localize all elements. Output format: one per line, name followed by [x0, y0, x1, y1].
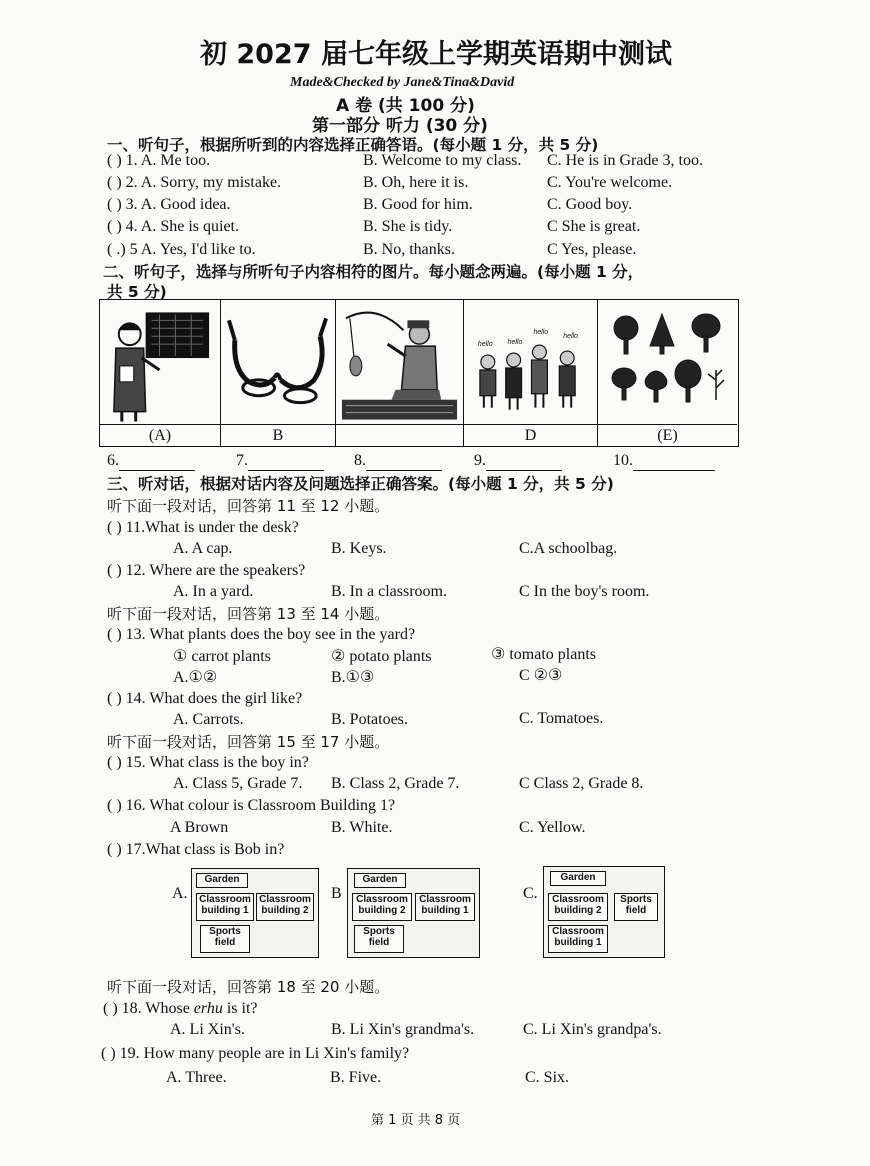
q12-stem: ( ) 12. Where are the speakers? [107, 562, 306, 579]
q13-option-b: B.①③ [331, 669, 375, 686]
dialog-group-2: 听下面一段对话，回答第 13 至 14 小题。 [107, 605, 390, 623]
picture-table [99, 299, 739, 447]
picture-label-e: (E) [598, 424, 737, 446]
q17-map-b-letter: B [331, 885, 342, 902]
q17-map-c[interactable] [543, 866, 665, 958]
teacher-at-blackboard-icon [100, 300, 220, 424]
picture-b [221, 300, 336, 424]
q19-stem: ( ) 19. How many people are in Li Xin's family? [101, 1045, 410, 1062]
q4-option-c: C She is great. [547, 218, 641, 235]
q13-option-c: C ②③ [519, 667, 563, 684]
paper-a-heading: A 卷 (共 100 分) [336, 96, 475, 116]
q15-option-c: C Class 2, Grade 8. [519, 775, 644, 792]
picture-d [464, 300, 598, 424]
map-sports-field: Sports field [614, 893, 658, 921]
exam-title: 初 2027 届七年级上学期英语期中测试 [200, 39, 672, 70]
q17-map-b[interactable] [347, 868, 480, 958]
q5-stem: ( .) 5 A. Yes, I'd like to. [107, 241, 256, 258]
bubble-text: hello [507, 339, 523, 347]
picture-label-b: B [221, 424, 336, 446]
section2-heading-line1: 二、听句子，选择与所听句子内容相符的图片。每小题念两遍。(每小题 1 分， [103, 263, 644, 281]
q11-option-a: A. A cap. [173, 540, 233, 557]
q19-option-c: C. Six. [525, 1069, 570, 1086]
q11-option-c: C.A schoolbag. [519, 540, 618, 557]
bubble-text: hello [563, 333, 578, 341]
q2-stem: ( ) 2. A. Sorry, my mistake. [107, 174, 282, 191]
q1-stem: ( ) 1. A. Me too. [107, 152, 211, 169]
q15-option-a: A. Class 5, Grade 7. [173, 775, 303, 792]
q12-option-c: C In the boy's room. [519, 583, 650, 600]
picture-e [598, 300, 737, 424]
fishing-man-icon [336, 300, 463, 424]
map-sports-field: Sports field [200, 925, 250, 953]
q12-option-a: A. In a yard. [173, 583, 254, 600]
map-sports-field: Sports field [354, 925, 404, 953]
q4-option-b: B. She is tidy. [363, 218, 453, 235]
q5-option-c: C Yes, please. [547, 241, 637, 258]
q4-stem: ( ) 4. A. She is quiet. [107, 218, 239, 235]
map-classroom-building: Classroom building 1 [196, 893, 254, 921]
q1-option-b: B. Welcome to my class. [363, 152, 522, 169]
section3-heading: 三、听对话，根据对话内容及问题选择正确答案。(每小题 1 分，共 5 分) [107, 475, 614, 493]
q16-stem: ( ) 16. What colour is Classroom Building 1? [107, 797, 396, 814]
answer-blank-10[interactable]: 10. [613, 451, 715, 471]
dialog-group-4: 听下面一段对话，回答第 18 至 20 小题。 [107, 978, 390, 996]
answer-blank-7[interactable]: 7. [236, 451, 324, 471]
q12-option-b: B. In a classroom. [331, 583, 447, 600]
answer-blank-9[interactable]: 9. [474, 451, 562, 471]
q11-option-b: B. Keys. [331, 540, 387, 557]
q14-option-b: B. Potatoes. [331, 711, 408, 728]
q5-option-b: B. No, thanks. [363, 241, 455, 258]
kids-saying-hello-icon [464, 300, 597, 424]
q16-option-c: C. Yellow. [519, 819, 586, 836]
q17-map-a-letter: A. [172, 885, 188, 902]
q14-option-c: C. Tomatoes. [519, 710, 604, 727]
map-classroom-building: Classroom building 2 [352, 893, 412, 921]
glasses-icon [221, 300, 335, 424]
map-garden: Garden [550, 871, 606, 886]
q17-stem: ( ) 17.What class is Bob in? [107, 841, 285, 858]
picture-label-a: (A) [100, 424, 221, 446]
q13-item-3: ③ tomato plants [491, 646, 596, 663]
q14-stem: ( ) 14. What does the girl like? [107, 690, 303, 707]
picture-a [100, 300, 221, 424]
q18-option-b: B. Li Xin's grandma's. [331, 1021, 475, 1038]
q11-stem: ( ) 11.What is under the desk? [107, 519, 299, 536]
map-classroom-building: Classroom building 1 [548, 925, 608, 953]
page-number: 第 1 页 共 8 页 [371, 1113, 461, 1128]
picture-label-c [336, 424, 464, 446]
q1-option-c: C. He is in Grade 3, too. [547, 152, 703, 169]
q13-stem: ( ) 13. What plants does the boy see in the yard? [107, 626, 416, 643]
q15-stem: ( ) 15. What class is the boy in? [107, 754, 309, 771]
map-classroom-building: Classroom building 2 [256, 893, 314, 921]
q19-option-a: A. Three. [166, 1069, 227, 1086]
section1-heading: 一、听句子，根据所听到的内容选择正确答语。(每小题 1 分，共 5 分) [107, 136, 599, 154]
picture-c [336, 300, 464, 424]
q3-stem: ( ) 3. A. Good idea. [107, 196, 231, 213]
credit-line: Made&Checked by Jane&Tina&David [290, 75, 515, 90]
map-garden: Garden [354, 873, 406, 888]
q18-option-a: A. Li Xin's. [170, 1021, 245, 1038]
answer-blank-6[interactable]: 6. [107, 451, 195, 471]
q2-option-b: B. Oh, here it is. [363, 174, 469, 191]
q17-map-a[interactable] [191, 868, 319, 958]
bubble-text: hello [477, 341, 493, 349]
q16-option-b: B. White. [331, 819, 393, 836]
dialog-group-1: 听下面一段对话，回答第 11 至 12 小题。 [107, 497, 390, 515]
q17-map-c-letter: C. [523, 885, 538, 902]
answer-blank-8[interactable]: 8. [354, 451, 442, 471]
map-garden: Garden [196, 873, 248, 888]
part-one-heading: 第一部分 听力 (30 分) [312, 116, 488, 136]
q14-option-a: A. Carrots. [173, 711, 244, 728]
q13-option-a: A.①② [173, 669, 218, 686]
q15-option-b: B. Class 2, Grade 7. [331, 775, 460, 792]
q18-option-c: C. Li Xin's grandpa's. [523, 1021, 662, 1038]
q3-option-c: C. Good boy. [547, 196, 633, 213]
trees-icon [598, 300, 737, 424]
picture-label-d: D [464, 424, 598, 446]
dialog-group-3: 听下面一段对话，回答第 15 至 17 小题。 [107, 733, 390, 751]
q13-item-1: ① carrot plants [173, 648, 271, 665]
q2-option-c: C. You're welcome. [547, 174, 673, 191]
q18-stem: ( ) 18. Whose erhu is it? [103, 1000, 258, 1017]
q19-option-b: B. Five. [330, 1069, 382, 1086]
bubble-text: hello [533, 329, 549, 337]
q3-option-b: B. Good for him. [363, 196, 473, 213]
q16-option-a: A Brown [170, 819, 229, 836]
section2-heading-line2: 共 5 分) [107, 283, 167, 301]
q13-item-2: ② potato plants [331, 648, 432, 665]
map-classroom-building: Classroom building 2 [548, 893, 608, 921]
map-classroom-building: Classroom building 1 [415, 893, 475, 921]
